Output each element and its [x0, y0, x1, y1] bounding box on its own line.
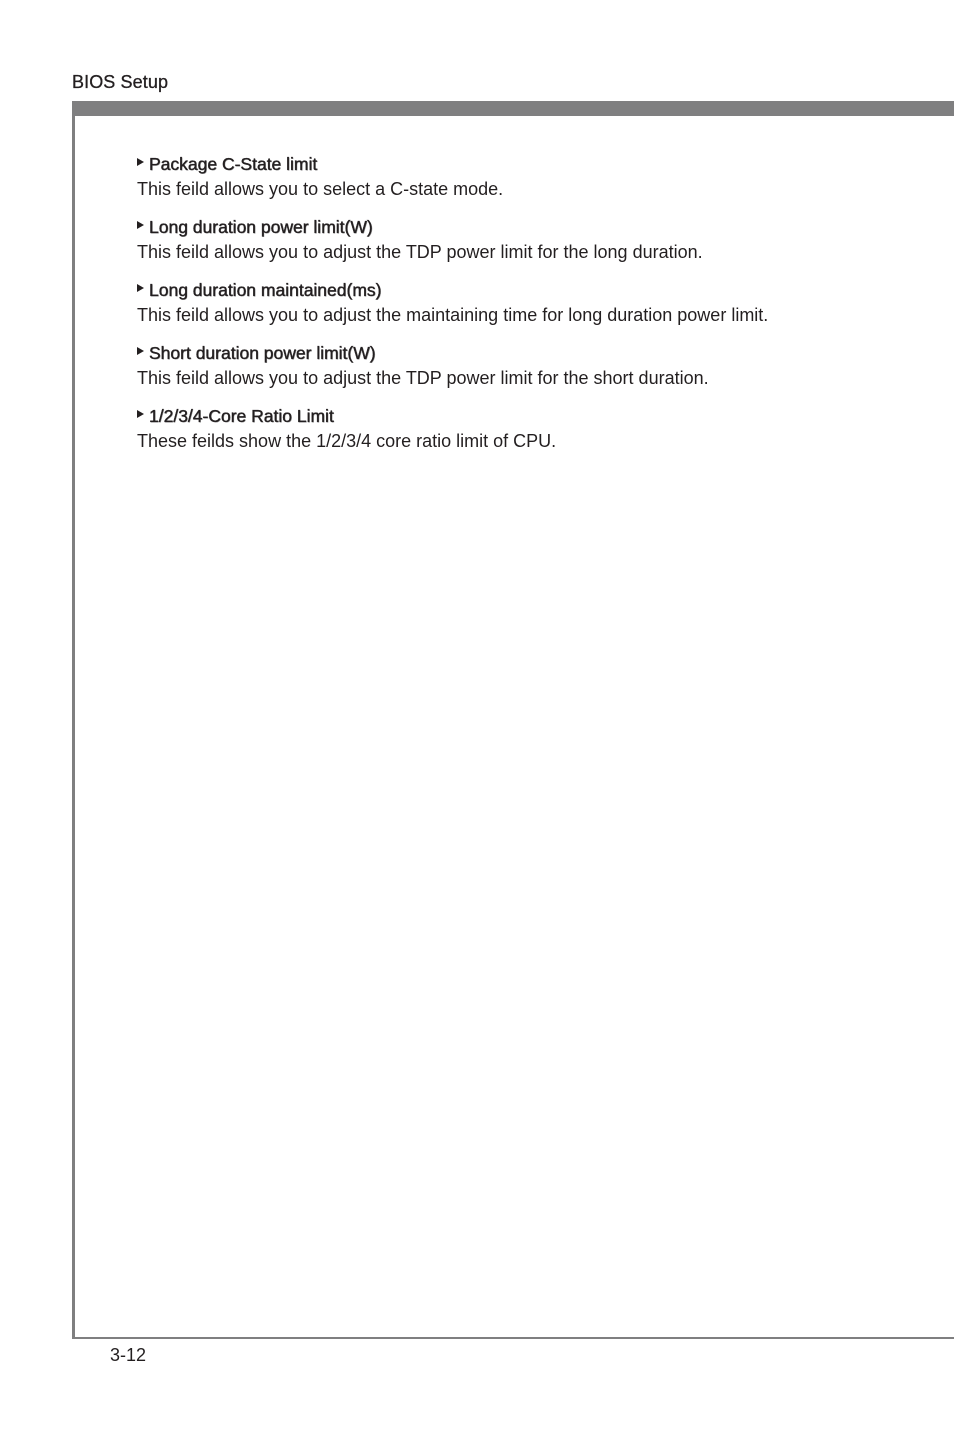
triangle-right-icon	[137, 221, 144, 229]
list-item	[137, 404, 917, 454]
list-item	[137, 278, 917, 328]
page-header-title: BIOS Setup	[72, 72, 169, 92]
content-body	[137, 152, 917, 467]
item-description: This feild allows you to adjust the TDP power limit for the short duration.	[137, 368, 709, 388]
item-description: This feild allows you to adjust the TDP power limit for the long duration.	[137, 242, 703, 262]
list-item	[137, 215, 917, 265]
list-item	[137, 341, 917, 391]
triangle-right-icon	[137, 347, 144, 355]
page-number: 3-12	[110, 1345, 147, 1365]
item-heading-label: Short duration power limit(W)	[149, 343, 376, 363]
item-heading-label: Long duration power limit(W)	[149, 217, 373, 237]
item-heading	[137, 341, 917, 365]
item-heading	[137, 404, 917, 428]
item-description: This feild allows you to select a C-state mode.	[137, 179, 504, 199]
item-heading-label: 1/2/3/4-Core Ratio Limit	[149, 406, 334, 426]
item-heading	[137, 278, 917, 302]
triangle-right-icon	[137, 410, 144, 418]
triangle-right-icon	[137, 158, 144, 166]
item-description: These feilds show the 1/2/3/4 core ratio limit of CPU.	[137, 431, 557, 451]
triangle-right-icon	[137, 284, 144, 292]
item-description: This feild allows you to adjust the maintaining time for long duration power limit.	[137, 305, 769, 325]
bottom-rule	[72, 1337, 954, 1339]
item-heading	[137, 152, 917, 176]
list-item	[137, 152, 917, 202]
header-bar	[72, 101, 954, 116]
item-heading-label: Package C-State limit	[149, 154, 318, 174]
left-margin-rule	[72, 101, 75, 1339]
item-heading-label: Long duration maintained(ms)	[149, 280, 382, 300]
item-heading	[137, 215, 917, 239]
